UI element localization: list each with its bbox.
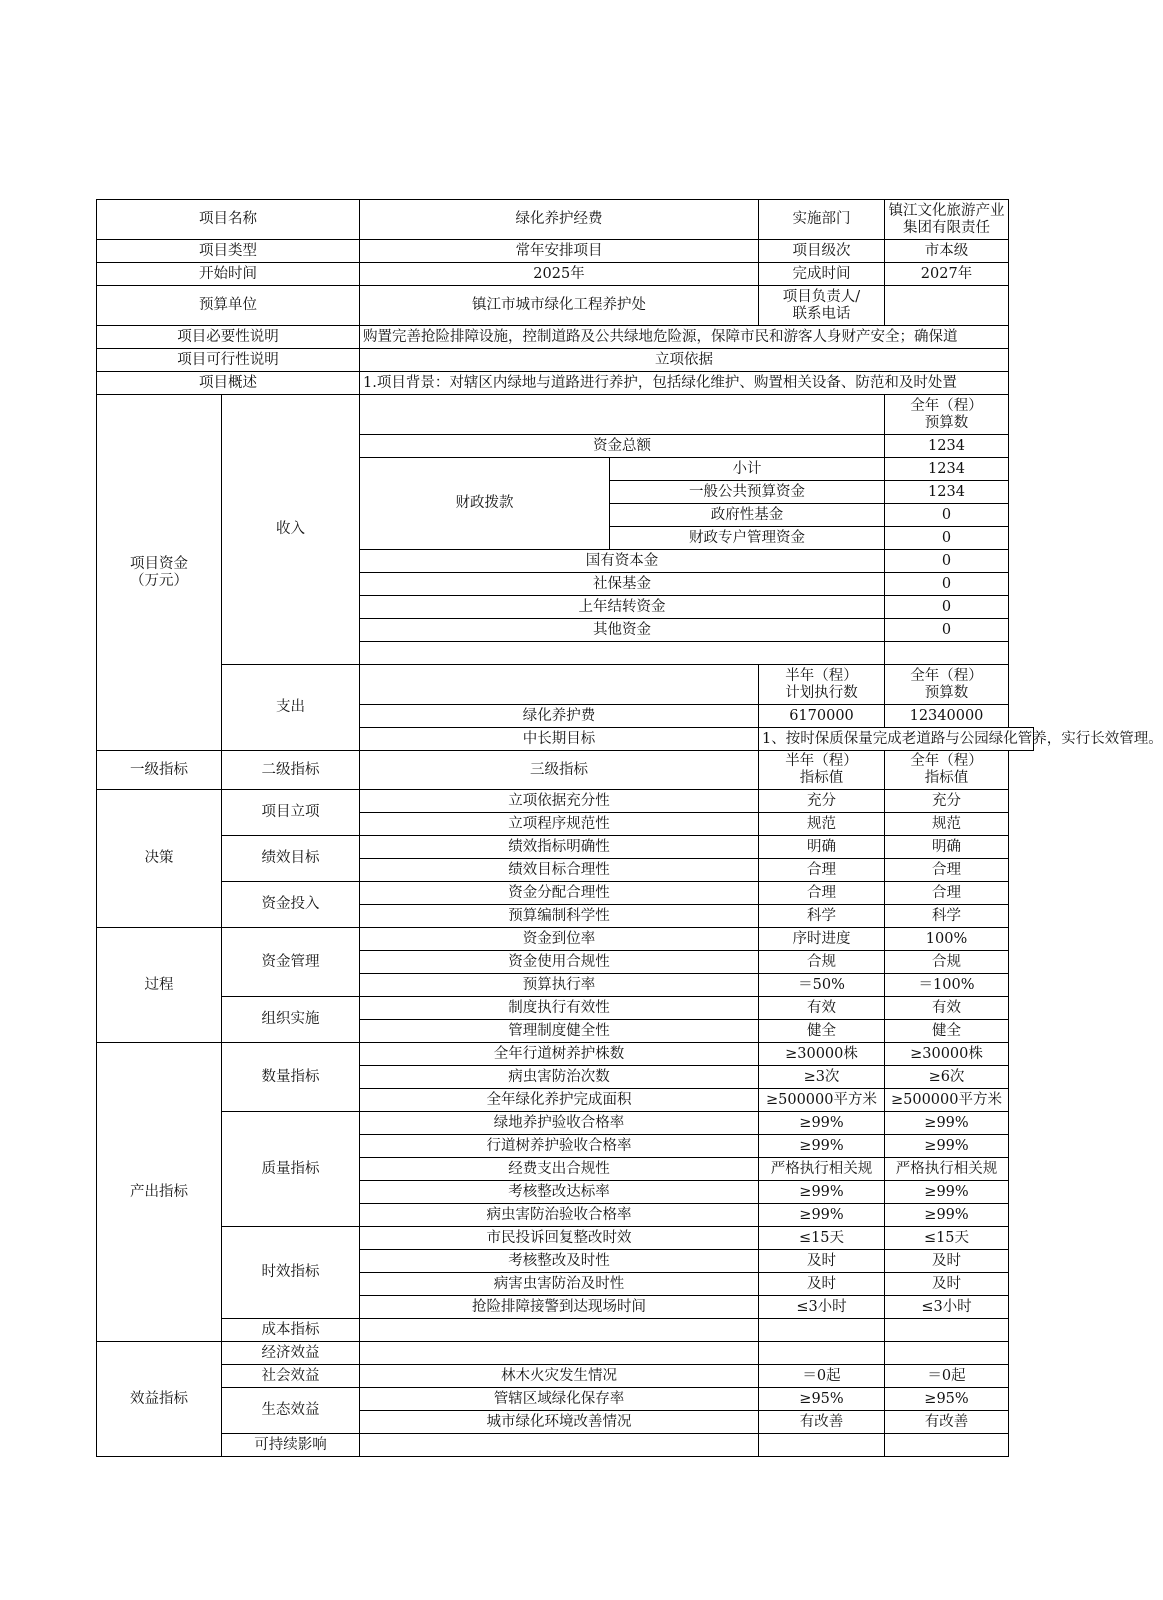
other-fund-value: 0 [885,550,1009,573]
half-year-value: ≥99% [759,1204,885,1227]
level3-header: 三级指标 [360,751,759,790]
row-feasibility [97,349,1034,372]
level3-indicator [360,1319,759,1342]
fiscal-item-value: 0 [885,504,1009,527]
full-year-value: 合理 [885,859,1009,882]
half-year-value [759,1342,885,1365]
start-time-label: 开始时间 [97,263,360,286]
level3-indicator: 病虫害防治验收合格率 [360,1204,759,1227]
full-year-value: ≥99% [885,1204,1009,1227]
level1-indicator: 效益指标 [97,1342,222,1457]
full-year-value: 充分 [885,790,1009,813]
full-year-value: ≥95% [885,1388,1009,1411]
half-year-value: 明确 [759,836,885,859]
level3-indicator: 立项依据充分性 [360,790,759,813]
level3-indicator: 考核整改达标率 [360,1181,759,1204]
indicator-row [97,928,1034,951]
half-year-value: 健全 [759,1020,885,1043]
funds-total-value: 1234 [885,435,1009,458]
project-performance-table [96,199,1163,1457]
half-year-value: ≥30000株 [759,1043,885,1066]
expense-full-header: 全年（程） 预算数 [885,665,1009,705]
full-year-value: 健全 [885,1020,1009,1043]
half-year-value: 合理 [759,882,885,905]
expense-item-label: 绿化养护费 [360,705,759,728]
fiscal-item-label: 财政专户管理资金 [610,527,885,550]
expense-full-value: 12340000 [885,705,1009,728]
half-year-value: 合规 [759,951,885,974]
full-year-value: 及时 [885,1250,1009,1273]
level2-indicator: 社会效益 [222,1365,360,1388]
project-type-label: 项目类型 [97,240,360,263]
half-year-value: ≥3次 [759,1066,885,1089]
half-year-value: 充分 [759,790,885,813]
full-year-value: 规范 [885,813,1009,836]
level3-indicator: 资金到位率 [360,928,759,951]
other-fund-label: 上年结转资金 [360,596,885,619]
half-year-value: ＝0起 [759,1365,885,1388]
level1-indicator: 决策 [97,790,222,928]
funds-header-row [97,395,1034,435]
level1-indicator: 产出指标 [97,1043,222,1342]
contact-label: 项目负责人/ 联系电话 [759,286,885,326]
level2-indicator: 时效指标 [222,1227,360,1319]
expense-header-row [97,665,1034,705]
level3-indicator: 资金使用合规性 [360,951,759,974]
necessity-label: 项目必要性说明 [97,326,360,349]
other-fund-label: 社保基金 [360,573,885,596]
other-fund-value: 0 [885,573,1009,596]
level3-indicator: 资金分配合理性 [360,882,759,905]
level3-indicator: 病害虫害防治及时性 [360,1273,759,1296]
goal-label: 中长期目标 [360,728,759,751]
level3-indicator [360,1434,759,1457]
full-year-value: ≥30000株 [885,1043,1009,1066]
level2-indicator: 资金投入 [222,882,360,928]
full-year-value [885,1342,1009,1365]
full-year-value: 有效 [885,997,1009,1020]
expense-header-blank [360,665,759,705]
level3-indicator: 病虫害防治次数 [360,1066,759,1089]
goal-value: 1、按时保质保量完成老道路与公园绿化管养，实行长效管理。 [759,728,1034,751]
full-year-value: ≤15天 [885,1227,1009,1250]
half-year-value: ≥95% [759,1388,885,1411]
half-year-value: 有效 [759,997,885,1020]
level2-indicator: 生态效益 [222,1388,360,1434]
indicator-row [97,1319,1034,1342]
full-year-value: 科学 [885,905,1009,928]
half-year-value: 序时进度 [759,928,885,951]
indicator-header-row [97,751,1034,790]
indicator-row [97,1342,1034,1365]
half-year-value: ≥500000平方米 [759,1089,885,1112]
fiscal-item-label: 一般公共预算资金 [610,481,885,504]
half-year-value: 及时 [759,1250,885,1273]
level3-indicator: 抢险排障接警到达现场时间 [360,1296,759,1319]
half-year-value: 及时 [759,1273,885,1296]
project-type-value: 常年安排项目 [360,240,759,263]
budget-unit-value: 镇江市城市绿化工程养护处 [360,286,759,326]
indicator-row [97,1227,1034,1250]
level3-indicator: 管辖区域绿化保存率 [360,1388,759,1411]
level3-indicator: 立项程序规范性 [360,813,759,836]
funds-header-blank [360,395,885,435]
indicator-row [97,1112,1034,1135]
full-year-budget-header: 全年（程） 预算数 [885,395,1009,435]
expense-label: 支出 [222,665,360,751]
project-level-value: 市本级 [885,240,1009,263]
level1-indicator: 过程 [97,928,222,1043]
indicator-row [97,1043,1034,1066]
full-year-value: ≥99% [885,1112,1009,1135]
level3-indicator: 绿地养护验收合格率 [360,1112,759,1135]
full-year-value: 明确 [885,836,1009,859]
full-year-value: ≥6次 [885,1066,1009,1089]
row-budget-unit [97,286,1034,326]
level3-indicator [360,1342,759,1365]
indicator-row [97,882,1034,905]
half-year-value: 规范 [759,813,885,836]
other-fund-label: 其他资金 [360,619,885,642]
full-value-header: 全年（程） 指标值 [885,751,1009,790]
full-year-value: ＝0起 [885,1365,1009,1388]
fiscal-item-value: 1234 [885,481,1009,504]
row-start-time [97,263,1034,286]
income-spacer-value [885,642,1009,665]
level3-indicator: 预算执行率 [360,974,759,997]
income-spacer [360,642,885,665]
fiscal-item-value: 1234 [885,458,1009,481]
expense-half-value: 6170000 [759,705,885,728]
overview-label: 项目概述 [97,372,360,395]
level2-indicator: 资金管理 [222,928,360,997]
necessity-value: 购置完善抢险排障设施，控制道路及公共绿地危险源，保障市民和游客人身财产安全；确保道 [360,326,1009,349]
half-year-value: 严格执行相关规 [759,1158,885,1181]
level3-indicator: 全年行道树养护株数 [360,1043,759,1066]
half-year-value: ≤3小时 [759,1296,885,1319]
overview-value: 1.项目背景：对辖区内绿地与道路进行养护，包括绿化维护、购置相关设备、防范和及时处置 [360,372,1009,395]
half-value-header: 半年（程） 指标值 [759,751,885,790]
indicator-row [97,1388,1034,1411]
full-year-value: ＝100% [885,974,1009,997]
level2-indicator: 可持续影响 [222,1434,360,1457]
full-year-value: 合规 [885,951,1009,974]
expense-half-header: 半年（程） 计划执行数 [759,665,885,705]
full-year-value [885,1434,1009,1457]
funds-total-label: 资金总额 [360,435,885,458]
level3-indicator: 管理制度健全性 [360,1020,759,1043]
feasibility-value: 立项依据 [360,349,1009,372]
level2-indicator: 项目立项 [222,790,360,836]
indicator-body [97,790,1034,1457]
level3-indicator: 林木火灾发生情况 [360,1365,759,1388]
level1-header: 一级指标 [97,751,222,790]
level2-indicator: 组织实施 [222,997,360,1043]
budget-unit-label: 预算单位 [97,286,360,326]
fiscal-item-value: 0 [885,527,1009,550]
level3-indicator: 预算编制科学性 [360,905,759,928]
project-level-label: 项目级次 [759,240,885,263]
end-time-value: 2027年 [885,263,1009,286]
half-year-value: 有改善 [759,1411,885,1434]
fiscal-item-label: 政府性基金 [610,504,885,527]
indicator-row [97,1434,1034,1457]
level2-indicator: 经济效益 [222,1342,360,1365]
row-overview [97,372,1034,395]
level3-indicator: 制度执行有效性 [360,997,759,1020]
fiscal-label: 财政拨款 [360,458,610,550]
level2-indicator: 成本指标 [222,1319,360,1342]
half-year-value: ≥99% [759,1135,885,1158]
half-year-value: ≥99% [759,1112,885,1135]
level3-indicator: 绩效目标合理性 [360,859,759,882]
level3-indicator: 行道树养护验收合格率 [360,1135,759,1158]
level3-indicator: 考核整改及时性 [360,1250,759,1273]
full-year-value: 100% [885,928,1009,951]
half-year-value [759,1319,885,1342]
fiscal-item-label: 小计 [610,458,885,481]
half-year-value [759,1434,885,1457]
full-year-value: ≥99% [885,1181,1009,1204]
other-fund-label: 国有资本金 [360,550,885,573]
row-necessity [97,326,1034,349]
income-label: 收入 [222,395,360,665]
full-year-value: 有改善 [885,1411,1009,1434]
full-year-value: 合理 [885,882,1009,905]
level3-indicator: 全年绿化养护完成面积 [360,1089,759,1112]
full-year-value: ≤3小时 [885,1296,1009,1319]
level2-indicator: 数量指标 [222,1043,360,1112]
half-year-value: 合理 [759,859,885,882]
full-year-value: ≥500000平方米 [885,1089,1009,1112]
dept-value: 镇江文化旅游产业集团有限责任 [885,200,1009,240]
level3-indicator: 城市绿化环境改善情况 [360,1411,759,1434]
level3-indicator: 经费支出合规性 [360,1158,759,1181]
half-year-value: ≥99% [759,1181,885,1204]
contact-value [885,286,1009,326]
funds-label: 项目资金 （万元） [97,395,222,751]
feasibility-label: 项目可行性说明 [97,349,360,372]
level3-indicator: 绩效指标明确性 [360,836,759,859]
indicator-row [97,836,1034,859]
project-name-value: 绿化养护经费 [360,200,759,240]
dept-label: 实施部门 [759,200,885,240]
indicator-row [97,997,1034,1020]
full-year-value: ≥99% [885,1135,1009,1158]
other-fund-value: 0 [885,596,1009,619]
end-time-label: 完成时间 [759,263,885,286]
row-project-name [97,200,1034,240]
level2-indicator: 绩效目标 [222,836,360,882]
level2-header: 二级指标 [222,751,360,790]
full-year-value: 严格执行相关规 [885,1158,1009,1181]
half-year-value: 科学 [759,905,885,928]
indicator-row [97,790,1034,813]
level3-indicator: 市民投诉回复整改时效 [360,1227,759,1250]
other-fund-value: 0 [885,619,1009,642]
project-name-label: 项目名称 [97,200,360,240]
row-project-type [97,240,1034,263]
full-year-value [885,1319,1009,1342]
start-time-value: 2025年 [360,263,759,286]
full-year-value: 及时 [885,1273,1009,1296]
half-year-value: ＝50% [759,974,885,997]
level2-indicator: 质量指标 [222,1112,360,1227]
indicator-row [97,1365,1034,1388]
half-year-value: ≤15天 [759,1227,885,1250]
